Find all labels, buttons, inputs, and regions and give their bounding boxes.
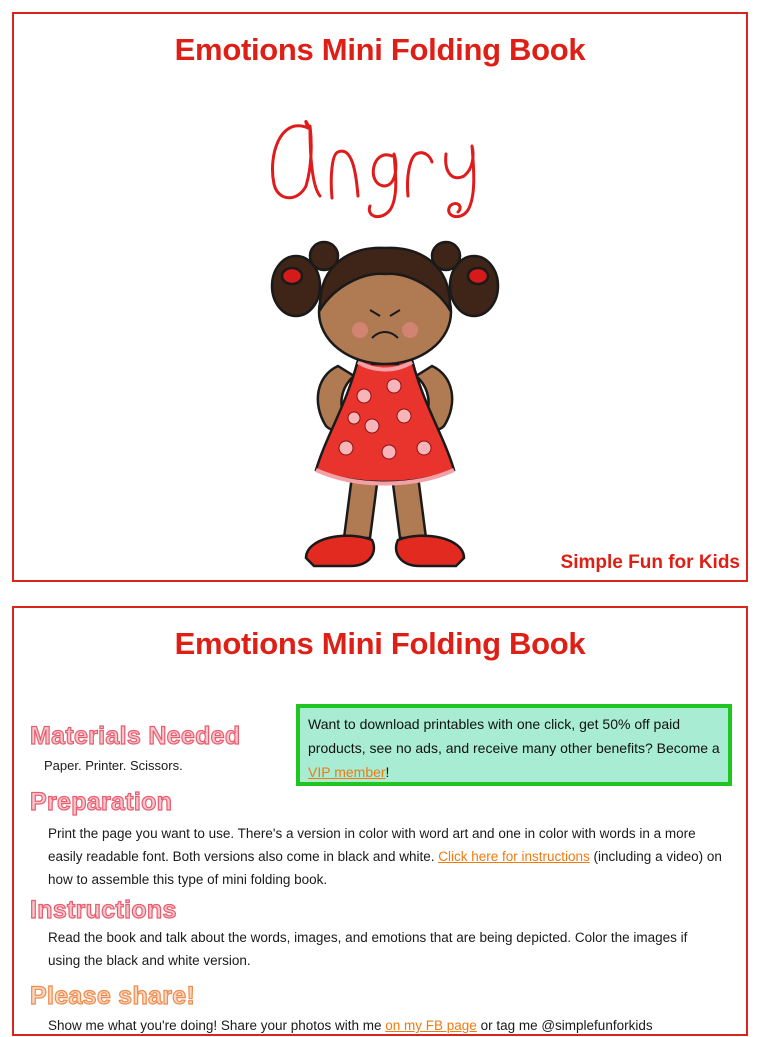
share-text-start: Show me what you're doing! Share your photos with me — [48, 1018, 386, 1033]
word-art-angry — [14, 106, 746, 226]
fb-page-link[interactable]: on my FB page — [385, 1018, 477, 1033]
vip-promo-box — [296, 704, 732, 786]
instructions-text: Read the book and talk about the words, images, and emotions that are being depicted. Color the images if using the black and white version. — [48, 930, 688, 968]
share-text — [48, 1014, 722, 1037]
vip-member-link[interactable]: VIP member — [308, 764, 386, 780]
info-title: Emotions Mini Folding Book — [174, 626, 586, 661]
preparation-text-end: (including a video) on how to assemble this type of mini folding book. — [48, 849, 722, 887]
vip-promo-text: Want to download printables with one click, get 50% off paid products, see no ads, and receive many other benefits? Become a — [308, 716, 720, 756]
cover-card — [12, 12, 748, 582]
share-text-end: or tag me @simplefunforkids — [476, 1018, 653, 1033]
preparation-heading: Preparation — [30, 788, 173, 816]
vip-promo-text-end: ! — [385, 764, 390, 780]
preparation-text-start: Print the page you want to use. There's a version in color with word art and one in color with words in a more easily readable font. Both versions also come in black and white. — [48, 826, 696, 864]
angry-word-art-graphic — [260, 106, 500, 226]
materials-heading: Materials Needed — [30, 722, 241, 750]
share-heading: Please share! — [30, 982, 196, 1010]
cover-title: Emotions Mini Folding Book — [174, 32, 586, 67]
brand-logo-text: Simple Fun for Kids — [560, 552, 740, 573]
angry-girl-icon — [254, 226, 516, 576]
info-card — [12, 606, 748, 1036]
instructions-link[interactable]: Click here for instructions — [438, 849, 590, 864]
instructions-heading: Instructions — [30, 896, 177, 924]
materials-text: Paper. Printer. Scissors. — [44, 758, 183, 773]
angry-girl-illustration — [254, 226, 516, 580]
preparation-text — [48, 822, 722, 891]
